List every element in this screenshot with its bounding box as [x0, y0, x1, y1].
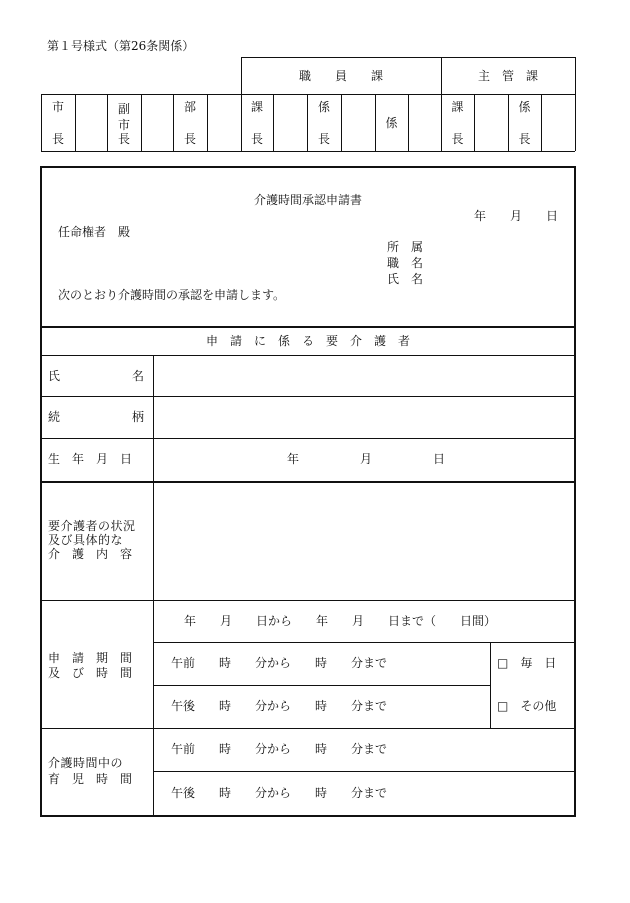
- birth-year: 年: [287, 452, 300, 466]
- header-shokuin-ka: 職 員 課: [298, 69, 383, 83]
- cell-shukan-kacho-bottom: 長: [451, 132, 464, 146]
- cell-kacho-bottom: 長: [250, 132, 263, 146]
- period-pm-time: 午後 時 分から 時 分まで: [171, 699, 388, 713]
- cell-shukan-kacho-top: 課: [451, 100, 464, 114]
- cell-fukushicho-top: 副 市: [117, 102, 130, 132]
- cell-kakari: 係: [385, 116, 398, 130]
- row-birth-label: 生 年 月 日: [48, 452, 133, 466]
- date-year: 年: [474, 209, 487, 223]
- header-shukan-ka: 主 管 課: [477, 69, 538, 83]
- cell-bucho-top: 部: [183, 100, 196, 114]
- statement: 次のとおり介護時間の承認を申請します。: [58, 288, 286, 302]
- cell-shukan-kakaricho-bottom: 長: [518, 132, 531, 146]
- row-childcare-line1: 介護時間中の: [48, 756, 124, 770]
- row-condition-line1: 要介護者の状況: [48, 519, 136, 533]
- date-day: 日: [546, 209, 559, 223]
- position-label: 職 名: [387, 256, 424, 270]
- cell-fukushicho-bottom: 長: [117, 132, 130, 146]
- row-childcare-line2: 育 児 時 間: [48, 772, 133, 786]
- option-everyday-checkbox[interactable]: □ 毎 日: [497, 656, 557, 670]
- cell-shicho-top: 市: [51, 100, 64, 114]
- form-title: 介護時間承認申請書: [253, 193, 362, 207]
- addressee: 任命権者 殿: [58, 225, 131, 239]
- row-condition-line3: 介 護 内 容: [48, 547, 133, 561]
- cell-kacho-top: 課: [250, 100, 263, 114]
- cell-kakaricho-bottom: 長: [317, 132, 330, 146]
- applicant-name-label: 氏 名: [387, 272, 424, 286]
- relation-input[interactable]: [154, 397, 574, 437]
- birth-day: 日: [433, 452, 446, 466]
- name-input[interactable]: [154, 356, 574, 395]
- section-header: 申 請 に 係 る 要 介 護 者: [205, 334, 410, 348]
- birth-month: 月: [360, 452, 373, 466]
- cell-kakaricho-top: 係: [317, 100, 330, 114]
- row-period-line1: 申 請 期 間: [48, 651, 133, 665]
- cell-shukan-kakaricho-top: 係: [518, 100, 531, 114]
- row-condition-line2: 及び具体的な: [48, 533, 124, 547]
- cell-shicho-bottom: 長: [51, 132, 64, 146]
- period-am-time: 午前 時 分から 時 分まで: [171, 656, 388, 670]
- affiliation-label: 所 属: [387, 240, 424, 254]
- option-other-checkbox[interactable]: □ その他: [497, 699, 557, 713]
- condition-input[interactable]: [154, 483, 574, 599]
- row-period-line2: 及 び 時 間: [48, 666, 133, 680]
- form-number: 第１号様式（第26条関係）: [47, 39, 195, 53]
- date-month: 月: [510, 209, 523, 223]
- row-relation-label: 続 柄: [48, 410, 145, 424]
- row-name-label: 氏 名: [48, 369, 145, 383]
- childcare-pm-time: 午後 時 分から 時 分まで: [171, 786, 388, 800]
- period-range: 年 月 日から 年 月 日まで（ 日間）: [184, 614, 497, 628]
- cell-bucho-bottom: 長: [183, 132, 196, 146]
- childcare-am-time: 午前 時 分から 時 分まで: [171, 742, 388, 756]
